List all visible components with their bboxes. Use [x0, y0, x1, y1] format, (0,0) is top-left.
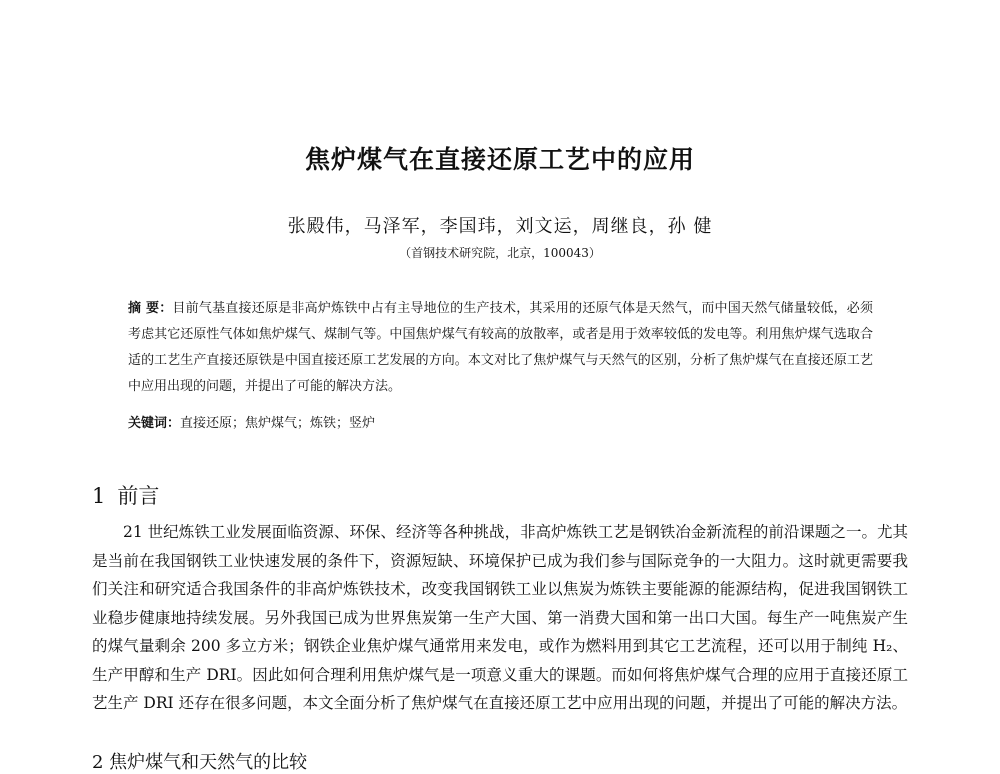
next-section-fragment [92, 748, 908, 773]
section-heading [92, 480, 159, 510]
next-line-text: 2 焦炉煤气和天然气的比较 [92, 752, 308, 773]
section-number: 1 [92, 484, 106, 508]
author-list: 张殿伟，马泽军，李国玮，刘文运，周继良，孙 健 [287, 216, 713, 237]
affiliation: （首钢技术研究院，北京，100043） [399, 246, 601, 260]
abstract-text: 目前气基直接还原是非高炉炼铁中占有主导地位的生产技术，其采用的还原气体是天然气，而中国天然气储量较低，必须考虑其它还原性气体如焦炉煤气、煤制气等。中国焦炉煤气有较高的放散率，或者是用于效率较低的发电等。利用焦炉煤气选取合适的工艺生产直接还原铁是中国直接还原工艺发展的方向。本文对比了焦炉煤气与天然气的区别，分析了焦炉煤气在直接还原工艺中应用出现的问题，并提出了可能的解决方法。 [128, 301, 873, 394]
abstract [128, 296, 873, 400]
body-paragraph: 21 世纪炼铁工业发展面临资源、环保、经济等各种挑战，非高炉炼铁工艺是钢铁冶金新流程的前沿课题之一。尤其是当前在我国钢铁工业快速发展的条件下，资源短缺、环境保护已成为我们参与国际竞争的一大阻力。这时就更需要我们关注和研究适合我国条件的非高炉炼铁技术，改变我国钢铁工业以焦炭为炼铁主要能源的能源结构，促进我国钢铁工业稳步健康地持续发展。另外我国已成为世界焦炭第一生产大国、第一消费大国和第一出口大国。每生产一吨焦炭产生的煤气量剩余 200 多立方米；钢铁企业焦炉煤气通常用来发电，或作为燃料用到其它工艺流程，还可以用于制纯 H₂、生产甲醇和生产 DRI。因此如何合理利用焦炉煤气是一项意义重大的课题。而如何将焦炉煤气合理的应用于直接还原工艺生产 DRI 还存在很多问题，本文全面分析了焦炉煤气在直接还原工艺中应用出现的问题，并提出了可能的解决方法。 [92, 523, 908, 712]
keywords-label: 关键词： [128, 416, 181, 431]
section-title: 前言 [117, 484, 160, 508]
keywords-text: 直接还原；焦炉煤气；炼铁；竖炉 [180, 416, 376, 431]
abstract-label: 摘 要： [128, 301, 173, 316]
paper-title: 焦炉煤气在直接还原工艺中的应用 [304, 145, 695, 174]
keywords [128, 412, 873, 431]
